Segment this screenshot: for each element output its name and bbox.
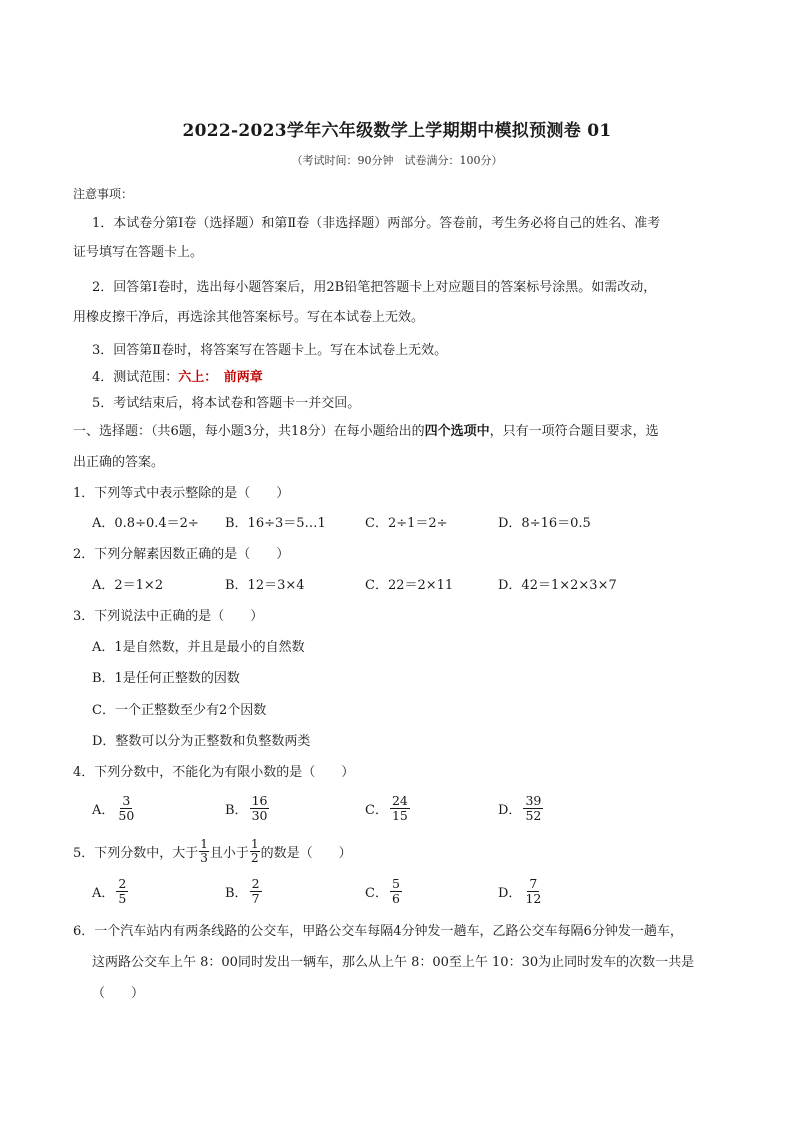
question-5-option-a[interactable]: [92, 877, 128, 906]
numerator: 2: [118, 876, 127, 891]
question-4-stem: 4．下列分数中，不能化为有限小数的是（ ）: [73, 765, 355, 780]
question-2-option-a[interactable]: A．2＝1×2: [92, 578, 164, 593]
question-1-stem: 1．下列等式中表示整除的是（ ）: [73, 486, 290, 501]
denominator: 50: [118, 808, 135, 823]
section-1-emphasis: 四个选项中: [424, 424, 490, 439]
numerator: 24: [391, 793, 408, 808]
notice-item-1-line-2: 证号填写在答题卡上。: [73, 245, 204, 260]
question-5-option-b[interactable]: [225, 877, 262, 906]
option-label: B．: [225, 803, 248, 818]
notice-item-2-line-2: 用橡皮擦干净后，再选涂其他答案标号。写在本试卷上无效。: [73, 310, 425, 325]
question-6-stem-line-1: 6．一个汽车站内有两条线路的公交车，甲路公交车每隔4分钟发一趟车，乙路公交车每隔6分钟发一趟车，: [73, 924, 683, 939]
numerator: 7: [529, 876, 538, 891]
option-label: A．: [92, 886, 115, 901]
question-5-stem-a: 5．下列分数中，大于: [73, 846, 199, 861]
option-label: D．: [498, 803, 522, 818]
option-label: C．: [365, 803, 388, 818]
question-5-option-c[interactable]: [365, 877, 402, 906]
denominator: 2: [250, 851, 259, 865]
question-4-option-d[interactable]: [498, 794, 543, 823]
fraction: [390, 794, 410, 823]
fraction: [390, 877, 402, 906]
question-6-stem-line-3: （ ）: [92, 986, 145, 1001]
numerator: 5: [391, 876, 400, 891]
question-3-stem: 3．下列说法中正确的是（ ）: [73, 609, 264, 624]
question-5-stem-b: 且小于: [209, 846, 249, 861]
option-label: C．: [365, 886, 388, 901]
question-2-stem: 2．下列分解素因数正确的是（ ）: [73, 547, 290, 562]
numerator: 39: [525, 793, 542, 808]
notice-heading: 注意事项：: [73, 187, 134, 201]
test-range: 六上： 前两章: [178, 370, 263, 385]
notice-item-4-prefix: 4．测试范围：: [92, 370, 179, 385]
page-title: 2022-2023学年六年级数学上学期期中模拟预测卷 01: [182, 121, 612, 141]
denominator: 15: [391, 808, 408, 823]
numerator: 1: [250, 837, 259, 851]
question-3-option-d[interactable]: D．整数可以分为正整数和负整数两类: [92, 734, 311, 749]
question-3-option-b[interactable]: B．1是任何正整数的因数: [92, 671, 240, 686]
question-1-option-d[interactable]: D．8÷16＝0.5: [498, 516, 591, 531]
question-2-option-c[interactable]: C．22＝2×11: [365, 578, 454, 593]
question-3-option-c[interactable]: C．一个正整数至少有2个因数: [92, 703, 267, 718]
option-label: D．: [498, 886, 522, 901]
section-1-header-line-2: 出正确的答案。: [73, 455, 165, 470]
numerator: 2: [251, 876, 260, 891]
question-1-option-b[interactable]: B．16÷3＝5…1: [225, 516, 326, 531]
fraction: [250, 877, 262, 906]
question-4-option-a[interactable]: [92, 794, 136, 823]
denominator: 3: [200, 851, 208, 865]
option-label: B．: [225, 886, 248, 901]
question-5-option-d[interactable]: [498, 877, 543, 906]
question-5-stem: [73, 838, 352, 865]
page-subtitle: （考试时间：90分钟 试卷满分：100分）: [291, 154, 503, 167]
denominator: 30: [251, 808, 268, 823]
fraction: [523, 877, 543, 906]
question-1-option-a[interactable]: A．0.8÷0.4＝2÷: [92, 516, 199, 531]
fraction: [250, 794, 270, 823]
section-1-text-a: 一、选择题：（共6题，每小题3分，共18分）在每小题给出的: [73, 424, 425, 439]
notice-item-3: 3．回答第Ⅱ卷时，将答案写在答题卡上。写在本试卷上无效。: [92, 343, 448, 358]
question-2-option-b[interactable]: B．12＝3×4: [225, 578, 305, 593]
section-1-header: [73, 424, 659, 440]
denominator: 52: [525, 808, 542, 823]
fraction: [116, 877, 128, 906]
notice-item-5: 5．考试结束后，将本试卷和答题卡一并交回。: [92, 396, 361, 411]
question-3-option-a[interactable]: A．1是自然数，并且是最小的自然数: [92, 640, 305, 655]
denominator: 5: [118, 891, 127, 906]
fraction: [116, 794, 136, 823]
question-1-option-c[interactable]: C．2÷1＝2÷: [365, 516, 448, 531]
fraction-one-half: [250, 838, 260, 865]
notice-item-2-line-1: 2．回答第Ⅰ卷时，选出每小题答案后，用2B铅笔把答题卡上对应题目的答案标号涂黑。如需改动，: [92, 280, 657, 295]
denominator: 12: [525, 891, 542, 906]
numerator: 3: [122, 793, 131, 808]
denominator: 6: [391, 891, 400, 906]
question-4-option-b[interactable]: [225, 794, 269, 823]
fraction-one-third: [199, 838, 209, 865]
question-6-stem-line-2: 这两路公交车上午 8：00同时发出一辆车，那么从上午 8：00至上午 10：30为止同时发车的次数一共是: [92, 955, 695, 970]
notice-item-1-line-1: 1．本试卷分第Ⅰ卷（选择题）和第Ⅱ卷（非选择题）两部分。答卷前，考生务必将自己的姓名、准考: [92, 216, 661, 231]
denominator: 7: [251, 891, 260, 906]
section-1-text-c: ，只有一项符合题目要求，选: [489, 424, 659, 439]
question-2-option-d[interactable]: D．42＝1×2×3×7: [498, 578, 617, 593]
option-label: A．: [92, 803, 115, 818]
question-4-option-c[interactable]: [365, 794, 410, 823]
question-5-stem-c: 的数是（ ）: [260, 846, 352, 861]
numerator: 16: [251, 793, 268, 808]
numerator: 1: [200, 837, 208, 851]
notice-item-4: [92, 370, 263, 386]
fraction: [523, 794, 543, 823]
